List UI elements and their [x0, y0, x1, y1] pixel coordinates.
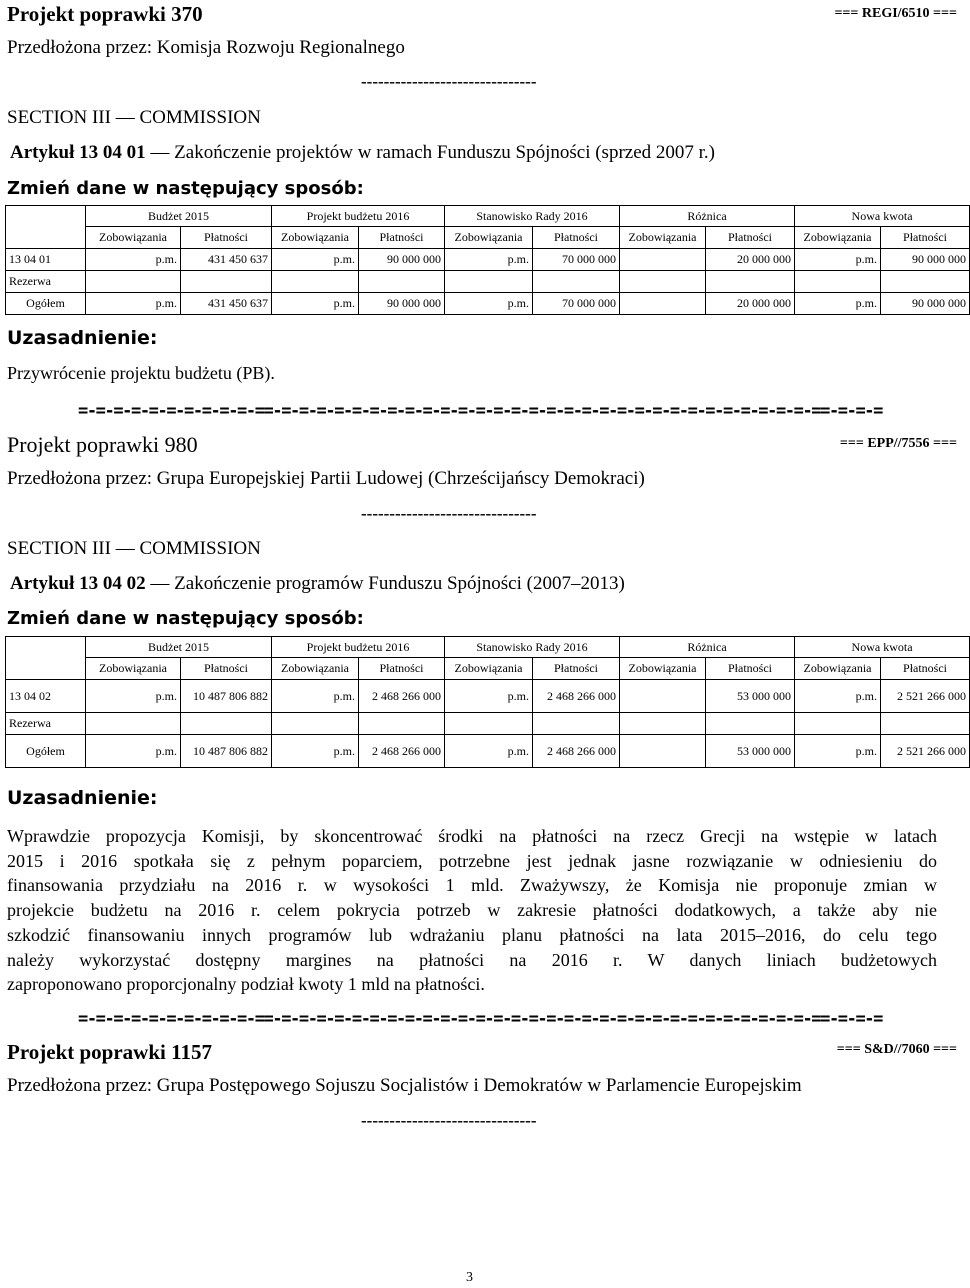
sub-header: Płatności	[359, 658, 445, 680]
change-instruction: Zmień dane w następujący sposób:	[7, 178, 364, 199]
sub-header: Zobowiązania	[86, 227, 181, 249]
justification-line: finansowania przydziału na 2016 r. w wysokości 1 mld. Zważywszy, że Komisja nie proponuje zmian w	[7, 875, 937, 896]
cell: 2 521 266 000	[881, 680, 970, 713]
sub-header: Zobowiązania	[86, 658, 181, 680]
amendment-title: Projekt poprawki 980	[7, 432, 198, 457]
cell: 10 487 806 882	[181, 735, 272, 768]
cell: p.m.	[795, 680, 881, 713]
justification-line: należy wykorzystać dostępny margines na płatności na 2016 r. W danych liniach budżetowych	[7, 949, 937, 970]
justification-line: szkodzić finansowaniu innych programów lub wdrażaniu planu płatności na lata 2015–2016, do celu tego	[7, 924, 937, 945]
group-header: Stanowisko Rady 2016	[445, 206, 620, 227]
page-number: 3	[466, 1270, 473, 1285]
sub-header: Płatności	[706, 227, 795, 249]
sub-header: Zobowiązania	[272, 227, 359, 249]
table-row	[6, 249, 970, 271]
sub-header: Zobowiązania	[272, 658, 359, 680]
cell	[620, 680, 706, 713]
table-row	[6, 680, 970, 713]
sub-header: Płatności	[533, 658, 620, 680]
cell: 90 000 000	[881, 249, 970, 271]
sub-header: Zobowiązania	[620, 227, 706, 249]
cell: 2 521 266 000	[881, 735, 970, 768]
cell: 90 000 000	[881, 293, 970, 315]
justification-label: Uzasadnienie:	[7, 327, 158, 349]
group-header: Stanowisko Rady 2016	[445, 637, 620, 658]
group-header: Różnica	[620, 206, 795, 227]
group-header: Projekt budżetu 2016	[272, 206, 445, 227]
cell: p.m.	[795, 293, 881, 315]
amendment-tag: === S&D//7060 ===	[836, 1042, 957, 1057]
cell: p.m.	[272, 680, 359, 713]
submitted-by: Przedłożona przez: Grupa Europejskiej Partii Ludowej (Chrześcijańscy Demokraci)	[7, 468, 645, 489]
group-header: Projekt budżetu 2016	[272, 637, 445, 658]
justification-line: Wprawdzie propozycja Komisji, by skoncentrować środki na płatności na rzecz Grecji na wstępie w latach	[7, 826, 937, 846]
cell: p.m.	[86, 249, 181, 271]
cell: 20 000 000	[706, 293, 795, 315]
corner-cell	[6, 637, 86, 680]
article-title	[10, 142, 715, 164]
group-header: Budżet 2015	[86, 206, 272, 227]
table-row	[6, 735, 970, 768]
cell: 90 000 000	[359, 293, 445, 315]
section-title: SECTION III — COMMISSION	[7, 107, 261, 128]
separator-line: =-=-=-=-=-=-=-=-=-=-==-=-=-=-=-=-=-=-=-=-=-=-=-=-=-=-=-=-=-=-=-=-=-=-=-=-=-=-=-=-=-==-=-=-=	[78, 401, 882, 421]
article-number: Artykuł 13 04 01	[10, 142, 146, 163]
cell: 20 000 000	[706, 249, 795, 271]
amendment-title: Projekt poprawki 1157	[7, 1040, 212, 1064]
group-header: Budżet 2015	[86, 637, 272, 658]
change-instruction: Zmień dane w następujący sposób:	[7, 608, 364, 629]
sub-header: Płatności	[181, 227, 272, 249]
cell: 2 468 266 000	[533, 735, 620, 768]
article-description: — Zakończenie programów Funduszu Spójności (2007–2013)	[145, 573, 625, 594]
justification-line: zaproponowano proporcjonalny podział kwoty 1 mld na płatności.	[7, 974, 485, 995]
cell: p.m.	[86, 293, 181, 315]
cell: p.m.	[795, 735, 881, 768]
group-header: Nowa kwota	[795, 206, 970, 227]
cell: 70 000 000	[533, 249, 620, 271]
sub-header: Płatności	[181, 658, 272, 680]
cell	[620, 293, 706, 315]
sub-header: Płatności	[881, 227, 970, 249]
cell: p.m.	[272, 249, 359, 271]
cell	[620, 249, 706, 271]
sub-header: Zobowiązania	[620, 658, 706, 680]
cell: p.m.	[445, 680, 533, 713]
corner-cell	[6, 206, 86, 249]
justification-line: 2015 i 2016 spotkała się z pełnym poparciem, potrzebne jest jednak jasne rozwiązanie w odniesieniu do	[7, 850, 937, 871]
dash-line: -------------------------------	[361, 504, 537, 523]
row-label: 13 04 01	[6, 249, 86, 271]
cell: p.m.	[445, 735, 533, 768]
sub-header: Płatności	[533, 227, 620, 249]
article-title	[10, 573, 625, 595]
sub-header: Płatności	[359, 227, 445, 249]
cell: 53 000 000	[706, 735, 795, 768]
submitted-by: Przedłożona przez: Grupa Postępowego Sojuszu Socjalistów i Demokratów w Parlamencie Europejskim	[7, 1075, 802, 1096]
amendment-tag: === REGI/6510 ===	[834, 6, 957, 21]
cell: 53 000 000	[706, 680, 795, 713]
sub-header: Zobowiązania	[445, 227, 533, 249]
cell: 2 468 266 000	[533, 680, 620, 713]
dash-line: -------------------------------	[361, 72, 537, 91]
row-label: Ogółem	[6, 735, 86, 768]
table-row	[6, 293, 970, 315]
cell: 10 487 806 882	[181, 680, 272, 713]
article-description: — Zakończenie projektów w ramach Funduszu Spójności (sprzed 2007 r.)	[145, 142, 715, 163]
dash-line: -------------------------------	[361, 1111, 537, 1130]
table-row	[6, 713, 970, 735]
cell: 2 468 266 000	[359, 735, 445, 768]
group-header: Różnica	[620, 637, 795, 658]
row-label: Rezerwa	[6, 713, 86, 735]
cell: p.m.	[272, 293, 359, 315]
cell: 431 450 637	[181, 249, 272, 271]
row-label: 13 04 02	[6, 680, 86, 713]
section-title: SECTION III — COMMISSION	[7, 538, 261, 559]
sub-header: Zobowiązania	[795, 227, 881, 249]
cell: 90 000 000	[359, 249, 445, 271]
justification-line: projekcie budżetu na 2016 r. celem pokrycia potrzeb w zakresie płatności dodatkowych, a także aby nie	[7, 900, 937, 921]
sub-header: Zobowiązania	[445, 658, 533, 680]
cell: p.m.	[86, 680, 181, 713]
justification-paragraph	[7, 824, 937, 997]
amendment-tag: === EPP//7556 ===	[839, 436, 957, 451]
row-label: Ogółem	[6, 293, 86, 315]
article-number: Artykuł 13 04 02	[10, 573, 146, 594]
separator-line: =-=-=-=-=-=-=-=-=-=-==-=-=-=-=-=-=-=-=-=-=-=-=-=-=-=-=-=-=-=-=-=-=-=-=-=-=-=-=-=-=-==-=-=-=	[78, 1009, 882, 1029]
row-label: Rezerwa	[6, 271, 86, 293]
budget-table	[5, 636, 970, 768]
group-header: Nowa kwota	[795, 637, 970, 658]
cell: 70 000 000	[533, 293, 620, 315]
cell: 2 468 266 000	[359, 680, 445, 713]
justification-text: Przywrócenie projektu budżetu (PB).	[7, 363, 275, 383]
table-row	[6, 271, 970, 293]
submitted-by: Przedłożona przez: Komisja Rozwoju Regionalnego	[7, 37, 405, 58]
cell: p.m.	[272, 735, 359, 768]
cell	[620, 735, 706, 768]
justification-label: Uzasadnienie:	[7, 787, 158, 809]
sub-header: Płatności	[881, 658, 970, 680]
cell: p.m.	[445, 249, 533, 271]
cell: p.m.	[795, 249, 881, 271]
cell: 431 450 637	[181, 293, 272, 315]
budget-table	[5, 205, 970, 315]
sub-header: Zobowiązania	[795, 658, 881, 680]
amendment-title: Projekt poprawki 370	[7, 2, 203, 26]
cell: p.m.	[86, 735, 181, 768]
cell: p.m.	[445, 293, 533, 315]
sub-header: Płatności	[706, 658, 795, 680]
